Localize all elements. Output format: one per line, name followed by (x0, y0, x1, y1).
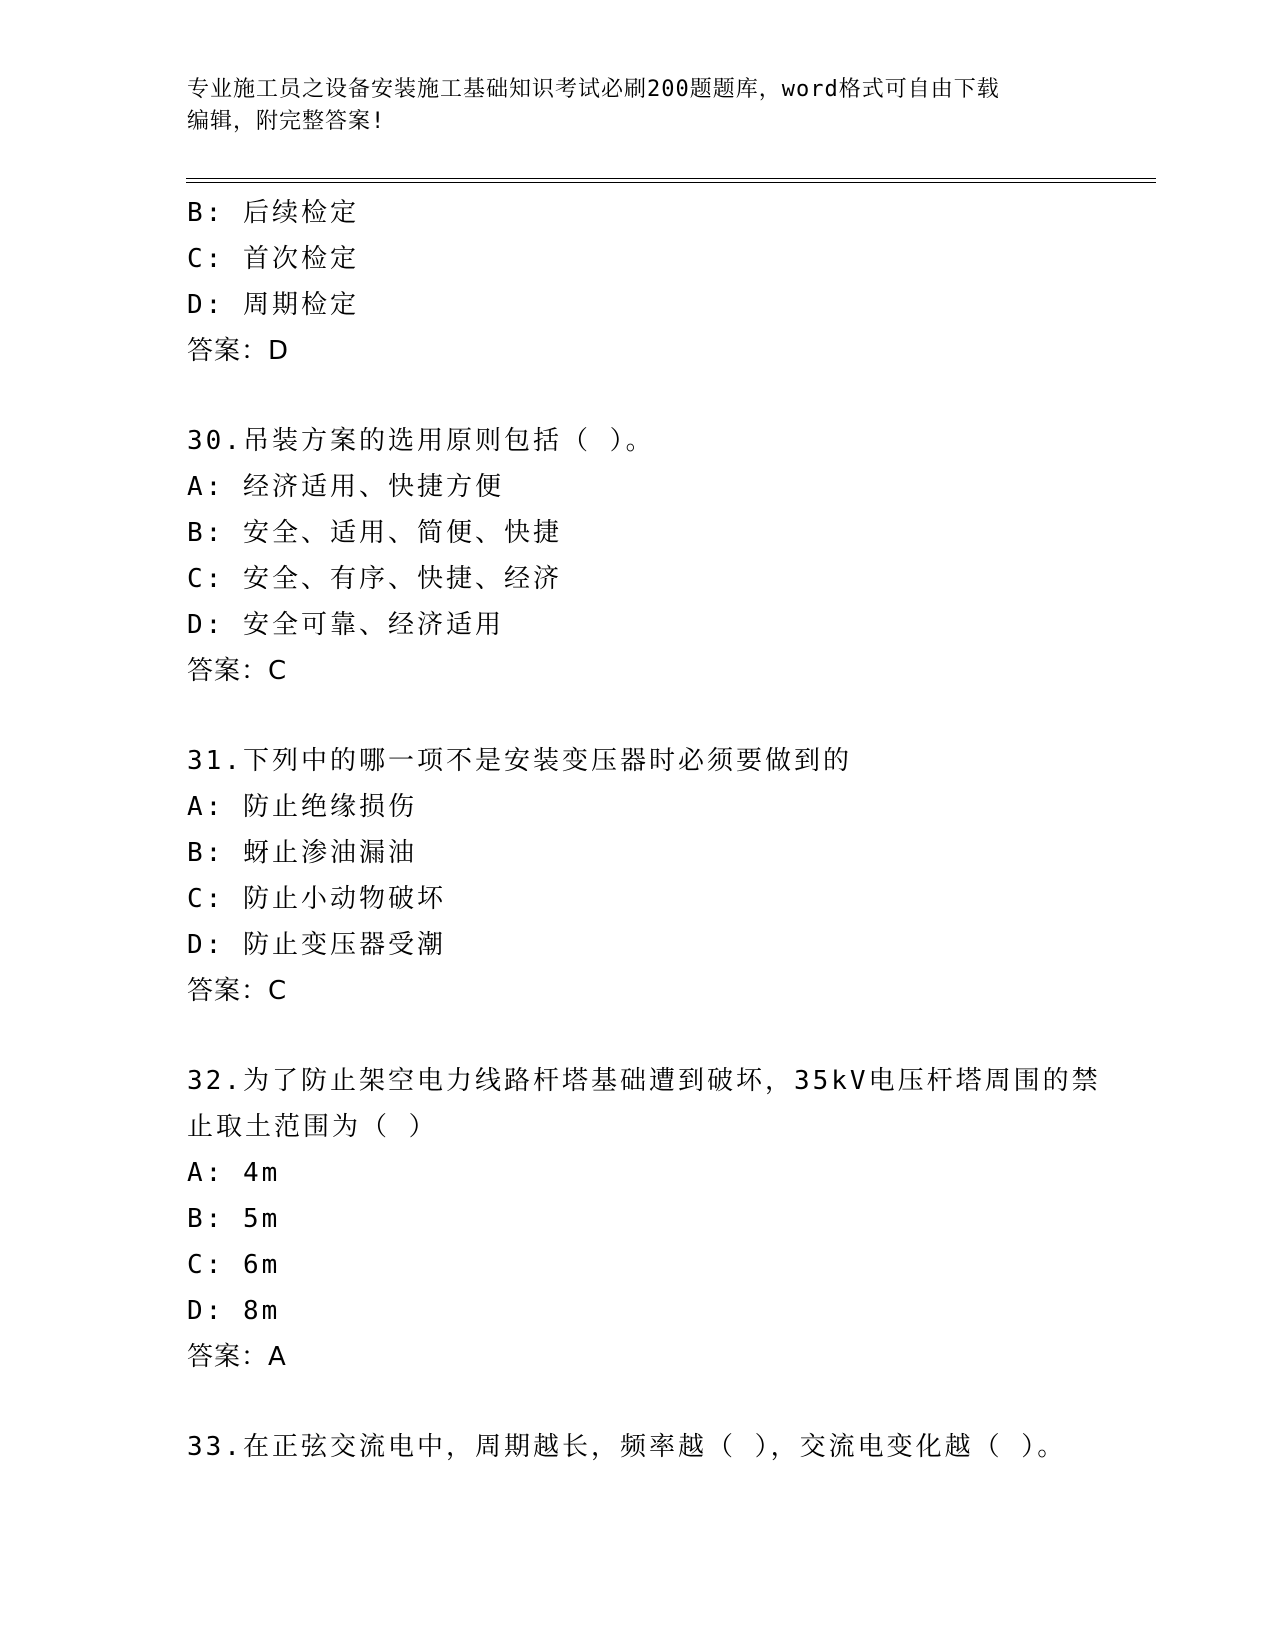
question-32 (187, 1058, 1101, 1380)
option-c: C: 6m (187, 1250, 281, 1280)
option-b: B: 后续检定 (187, 198, 359, 228)
document-body (187, 190, 1101, 1470)
option-a: A: 4m (187, 1158, 281, 1188)
question-title-line-2: 止取土范围为（ ） (187, 1112, 438, 1142)
question-33 (187, 1424, 1087, 1470)
question-30 (187, 418, 1087, 694)
option-d: D: 安全可靠、经济适用 (187, 610, 504, 640)
carryover-question (187, 190, 1087, 374)
option-a: A: 防止绝缘损伤 (187, 792, 417, 822)
answer-line: 答案：D (187, 336, 290, 366)
answer-line: 答案：A (187, 1342, 287, 1372)
header-line-2: 编辑，附完整答案! (187, 109, 386, 134)
option-b: B: 蚜止渗油漏油 (187, 838, 417, 868)
question-gap (187, 1014, 1087, 1058)
option-c: C: 安全、有序、快捷、经济 (187, 564, 562, 594)
option-c: C: 防止小动物破坏 (187, 884, 446, 914)
question-title: 30.吊装方案的选用原则包括（ ）。 (187, 426, 655, 456)
option-d: D: 8m (187, 1296, 281, 1326)
question-title-line-1: 32.为了防止架空电力线路杆塔基础遭到破坏，35kV电压杆塔周围的禁 (187, 1066, 1101, 1096)
answer-line: 答案：C (187, 976, 288, 1006)
option-d: D: 防止变压器受潮 (187, 930, 446, 960)
header-divider (186, 178, 1156, 183)
question-gap (187, 1380, 1087, 1424)
question-title: 31.下列中的哪一项不是安装变压器时必须要做到的 (187, 746, 852, 776)
option-b: B: 5m (187, 1204, 281, 1234)
answer-line: 答案：C (187, 656, 288, 686)
question-gap (187, 374, 1087, 418)
question-title: 33.在正弦交流电中，周期越长，频率越（ ），交流电变化越（ ）。 (187, 1432, 1067, 1462)
option-c: C: 首次检定 (187, 244, 359, 274)
question-gap (187, 694, 1087, 738)
option-d: D: 周期检定 (187, 290, 359, 320)
page-header (187, 74, 1087, 138)
header-line-1: 专业施工员之设备安装施工基础知识考试必刷200题题库，word格式可自由下载 (187, 77, 1000, 102)
option-a: A: 经济适用、快捷方便 (187, 472, 504, 502)
option-b: B: 安全、适用、简便、快捷 (187, 518, 562, 548)
question-31 (187, 738, 1087, 1014)
